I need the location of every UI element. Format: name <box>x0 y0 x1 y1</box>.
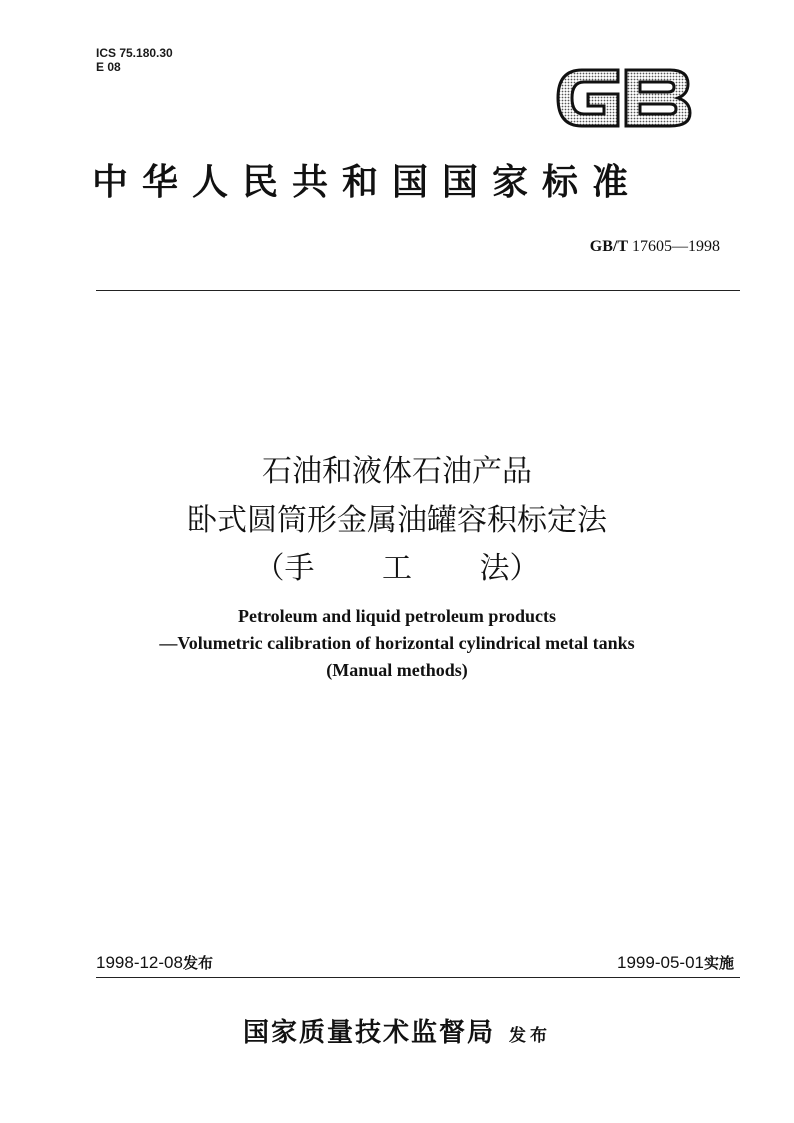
effective-date <box>617 952 734 973</box>
ics-code: ICS 75.180.30 <box>96 46 173 60</box>
title-cn-line3-part1: （手 <box>254 551 315 586</box>
issue-date-label: 发布 <box>182 954 213 972</box>
footer-divider <box>96 977 740 978</box>
standard-number-value: 17605—1998 <box>632 238 720 255</box>
classification-codes <box>96 46 173 74</box>
standard-number <box>590 238 720 256</box>
title-cn-line1: 石油和液体石油产品 <box>262 454 532 489</box>
effective-date-value: 1999-05-01 <box>617 953 704 972</box>
standard-category: 中华人民共和国国家标准 <box>92 161 643 203</box>
standard-number-prefix: GB/T <box>589 238 628 255</box>
gb-logo <box>552 60 694 136</box>
issuer-organization: 国家质量技术监督局 <box>242 1018 495 1048</box>
title-cn-line3-part3: 法） <box>479 551 540 586</box>
title-cn-line2: 卧式圆筒形金属油罐容积标定法 <box>187 503 607 538</box>
title-en-line1: Petroleum and liquid petroleum products <box>237 606 557 626</box>
title-en-line3: (Manual methods) <box>326 660 468 680</box>
gb-logo-icon <box>552 60 694 136</box>
title-cn-line3-part2: 工 <box>382 551 412 586</box>
ccs-code: E 08 <box>96 60 121 74</box>
issue-date <box>96 952 213 973</box>
title-en-line2: —Volumetric calibration of horizontal cylindrical metal tanks <box>159 633 635 653</box>
effective-date-label: 实施 <box>703 954 734 972</box>
header-divider <box>96 290 740 291</box>
title-cn-line3 <box>0 543 794 587</box>
issuer-action: 发布 <box>509 1026 551 1046</box>
issue-date-value: 1998-12-08 <box>96 953 183 972</box>
issuer <box>0 1012 794 1049</box>
